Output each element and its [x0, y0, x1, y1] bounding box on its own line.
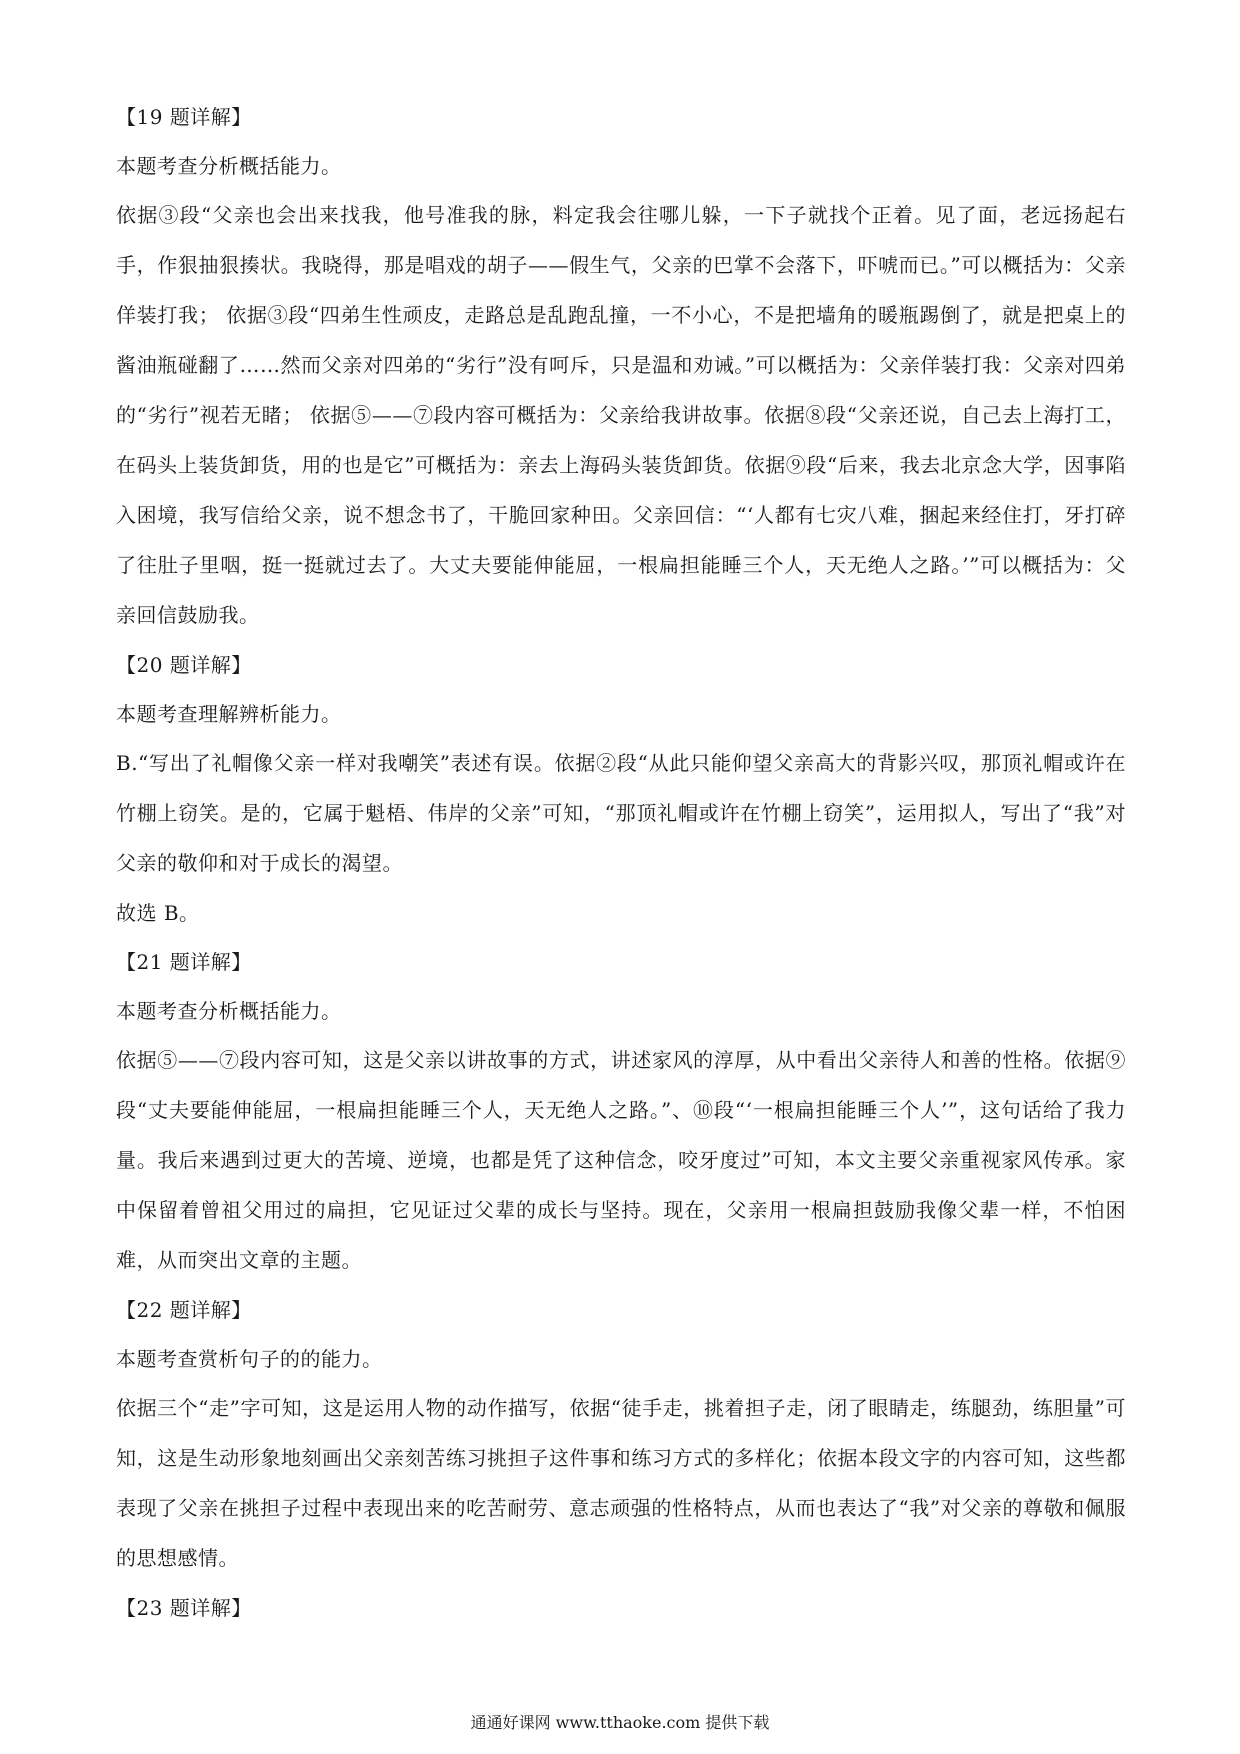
q20-answer: 故选 B。 [116, 901, 200, 925]
q19-body: 依据③段“父亲也会出来找我，他号准我的脉，料定我会往哪儿躲，一下子就找个正着。见了面，老远扬起右手，作狠抽狠揍状。我晓得，那是唱戏的胡子——假生气，父亲的巴掌不会落下，吓唬而已。”可以概括为：父亲佯装打我； 依据③段“四弟生性顽皮，走路总是乱跑乱撞，一不小心，不是把墙角的暖瓶踢倒了，就是把桌上的酱油瓶碰翻了……然而父亲对四弟的“劣行”没有呵斥，只是温和劝诫。”可以概括为：父亲佯装打我：父亲对四弟的“劣行”视若无睹； 依据⑤——⑦段内容可概括为：父亲给我讲故事。依据⑧段“父亲还说，自己去上海打工，在码头上装货卸货，用的也是它”可概括为：亲去上海码头装货卸货。依据⑨段“后来，我去北京念大学，因事陷入困境，我写信给父亲，说不想念书了，干脆回家种田。父亲回信：“‘人都有七灾八难，捆起来经住打，牙打碎了往肚子里咽，挺一挺就过去了。大丈夫要能伸能屈，一根扁担能睡三个人，天无绝人之路。’”可以概括为：父亲回信鼓励我。 [116, 203, 1126, 627]
q23-heading: 【23 题详解】 [116, 1596, 252, 1620]
q19-heading: 【19 题详解】 [116, 105, 252, 129]
q21-heading: 【21 题详解】 [116, 950, 252, 974]
q19-intro: 本题考查分析概括能力。 [116, 154, 342, 178]
document-content [116, 100, 1126, 1640]
q20-intro: 本题考查理解辨析能力。 [116, 702, 342, 726]
q22-body: 依据三个“走”字可知，这是运用人物的动作描写，依据“徒手走，挑着担子走，闭了眼睛走，练腿劲，练胆量”可知，这是生动形象地刻画出父亲刻苦练习挑担子这件事和练习方式的多样化；依据本段文字的内容可知，这些都表现了父亲在挑担子过程中表现出来的吃苦耐劳、意志顽强的性格特点，从而也表达了“我”对父亲的尊敬和佩服的思想感情。 [116, 1396, 1126, 1570]
q21-body: 依据⑤——⑦段内容可知，这是父亲以讲故事的方式，讲述家风的淳厚，从中看出父亲待人和善的性格。依据⑨段“丈夫要能伸能屈，一根扁担能睡三个人，天无绝人之路。”、⑩段“‘一根扁担能睡三个人’”，这句话给了我力量。我后来遇到过更大的苦境、逆境，也都是凭了这种信念，咬牙度过”可知，本文主要父亲重视家风传承。家中保留着曾祖父用过的扁担，它见证过父辈的成长与坚持。现在，父亲用一根扁担鼓励我像父辈一样，不怕困难，从而突出文章的主题。 [116, 1048, 1126, 1272]
q22-intro: 本题考查赏析句子的的能力。 [116, 1347, 383, 1371]
q22-heading: 【22 题详解】 [116, 1298, 252, 1322]
q20-body: B.“写出了礼帽像父亲一样对我嘲笑”表述有误。依据②段“从此只能仰望父亲高大的背影兴叹，那顶礼帽或许在竹棚上窃笑。是的，它属于魁梧、伟岸的父亲”可知，“那顶礼帽或许在竹棚上窃笑”，运用拟人，写出了“我”对父亲的敬仰和对于成长的渴望。 [116, 751, 1126, 875]
page-footer: 通通好课网 www.tthaoke.com 提供下载 [470, 1713, 770, 1732]
q20-heading: 【20 题详解】 [116, 653, 252, 677]
q21-intro: 本题考查分析概括能力。 [116, 999, 342, 1023]
